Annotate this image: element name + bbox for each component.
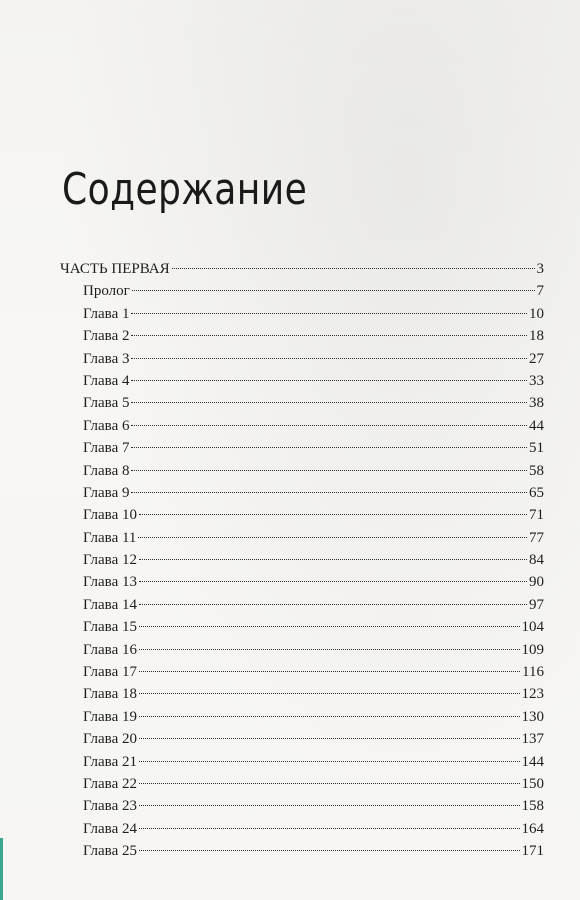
toc-entry-page: 10 (529, 305, 544, 322)
toc-entry-label: Глава 20 (83, 731, 137, 748)
toc-entry-label: Глава 12 (83, 552, 137, 569)
dot-leader (132, 290, 535, 291)
toc-entry-page: 3 (536, 261, 544, 277)
toc-entry-label: Глава 15 (83, 619, 137, 636)
toc-entry-page: 104 (521, 619, 544, 636)
toc-entry-page: 27 (529, 350, 544, 367)
toc-entry-page: 144 (521, 753, 544, 770)
dot-leader (139, 850, 520, 851)
toc-entry-label: Глава 6 (83, 417, 130, 434)
toc-entry-page: 158 (521, 798, 544, 815)
toc-entry-page: 18 (529, 328, 544, 345)
dot-leader (139, 783, 520, 784)
toc-entry (60, 348, 544, 370)
toc-entry-page: 90 (529, 574, 544, 591)
toc-entry-label: Глава 21 (83, 753, 137, 770)
dot-leader (131, 425, 527, 426)
toc-entry-label: Глава 13 (83, 574, 137, 591)
dot-leader (131, 470, 527, 471)
toc-entry-label: Глава 19 (83, 708, 137, 725)
toc-entry (60, 280, 544, 302)
toc-entry-page: 164 (521, 820, 544, 837)
page-edge-strip (0, 838, 3, 900)
toc-entry (60, 661, 544, 683)
toc-entry-label: Глава 4 (83, 372, 130, 389)
dot-leader (139, 716, 520, 717)
dot-leader (131, 358, 527, 359)
toc-entry-label: Глава 5 (83, 395, 130, 412)
dot-leader (139, 761, 520, 762)
toc-entry (60, 728, 544, 750)
toc-entry-label: Глава 8 (83, 462, 130, 479)
toc-entry (60, 773, 544, 795)
dot-leader (139, 604, 527, 605)
dot-leader (131, 380, 527, 381)
toc-entry (60, 415, 544, 437)
dot-leader (139, 559, 527, 560)
toc-entry-page: 109 (521, 641, 544, 658)
toc-entry (60, 437, 544, 459)
toc-entry-page: 44 (529, 417, 544, 434)
dot-leader (131, 402, 527, 403)
toc-entry-label: Глава 23 (83, 798, 137, 815)
contents-heading: Содержание (62, 164, 308, 215)
toc-entry-page: 150 (521, 775, 544, 792)
toc-entry-label: Пролог (83, 283, 130, 300)
dot-leader (139, 581, 527, 582)
toc-entry (60, 751, 544, 773)
toc-entry-page: 33 (529, 372, 544, 389)
toc-entry-label: Глава 22 (83, 775, 137, 792)
dot-leader (139, 828, 520, 829)
toc-entry-page: 130 (521, 708, 544, 725)
toc-entry-label: ЧАСТЬ ПЕРВАЯ (60, 261, 170, 277)
toc-entry (60, 571, 544, 593)
dot-leader (139, 693, 520, 694)
dot-leader (131, 313, 527, 314)
toc-entry-label: Глава 9 (83, 484, 130, 501)
toc-entry (60, 840, 544, 862)
toc-entry (60, 392, 544, 414)
toc-entry (60, 527, 544, 549)
toc-entry-label: Глава 7 (83, 440, 130, 457)
toc-entry-label: Глава 17 (83, 664, 137, 681)
toc-entry-page: 7 (536, 283, 544, 300)
toc-entry (60, 370, 544, 392)
toc-entry-label: Глава 25 (83, 843, 137, 860)
dot-leader (131, 447, 527, 448)
toc-entry-label: Глава 2 (83, 328, 130, 345)
toc-entry-page: 171 (521, 843, 544, 860)
dot-leader (139, 805, 520, 806)
dot-leader (139, 671, 520, 672)
toc-entry (60, 818, 544, 840)
dot-leader (139, 738, 520, 739)
toc-entry (60, 616, 544, 638)
toc-entry (60, 258, 544, 280)
toc-entry (60, 594, 544, 616)
toc-entry-label: Глава 24 (83, 820, 137, 837)
table-of-contents (60, 258, 544, 863)
dot-leader (138, 537, 527, 538)
toc-entry-page: 58 (529, 462, 544, 479)
dot-leader (172, 268, 535, 269)
toc-entry-label: Глава 18 (83, 686, 137, 703)
toc-entry (60, 325, 544, 347)
toc-entry-page: 97 (529, 596, 544, 613)
dot-leader (131, 335, 527, 336)
dot-leader (139, 514, 527, 515)
toc-entry (60, 639, 544, 661)
toc-entry-label: Глава 14 (83, 596, 137, 613)
toc-entry-page: 77 (529, 529, 544, 546)
toc-entry-label: Глава 3 (83, 350, 130, 367)
toc-entry-page: 51 (529, 440, 544, 457)
toc-entry-label: Глава 11 (83, 529, 137, 546)
toc-entry-label: Глава 10 (83, 507, 137, 524)
dot-leader (131, 492, 527, 493)
toc-entry-page: 71 (529, 507, 544, 524)
toc-entry (60, 549, 544, 571)
toc-entry (60, 706, 544, 728)
toc-entry-label: Глава 1 (83, 305, 130, 322)
toc-entry-page: 116 (522, 664, 544, 681)
toc-entry-label: Глава 16 (83, 641, 137, 658)
dot-leader (139, 649, 520, 650)
toc-entry-page: 84 (529, 552, 544, 569)
toc-entry (60, 683, 544, 705)
toc-entry-page: 38 (529, 395, 544, 412)
toc-entry (60, 504, 544, 526)
toc-entry-page: 65 (529, 484, 544, 501)
toc-entry (60, 303, 544, 325)
toc-entry-page: 123 (521, 686, 544, 703)
toc-entry (60, 482, 544, 504)
toc-entry (60, 795, 544, 817)
toc-entry (60, 460, 544, 482)
dot-leader (139, 626, 520, 627)
toc-entry-page: 137 (521, 731, 544, 748)
